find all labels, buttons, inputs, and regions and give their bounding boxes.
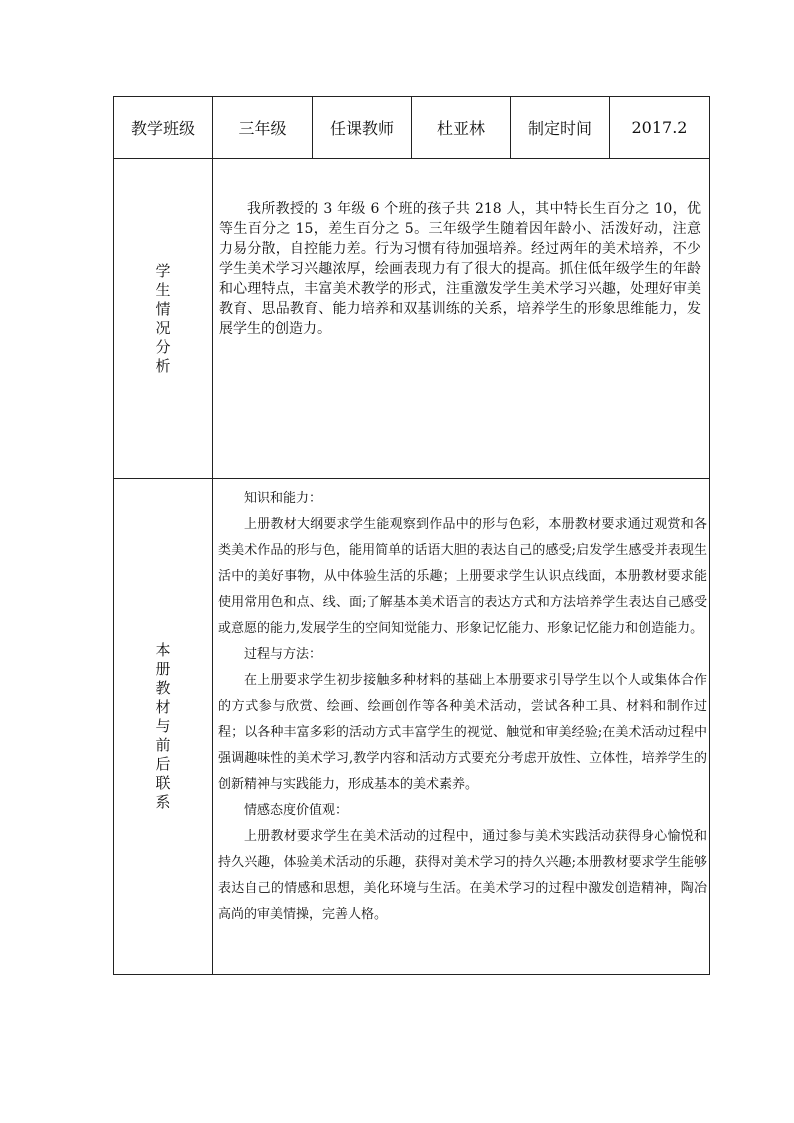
section-title-process: 过程与方法： xyxy=(244,647,323,662)
teaching-plan-table xyxy=(113,96,710,975)
section-body-knowledge: 上册教材大纲要求学生能观察到作品中的形与色彩，本册教材要求通过观赏和各类美术作品的形与色，能用简单的话语大胆的表达自己的感受;启发学生感受并表现生活中的美好事物，从中体验生活的乐趣；上册要求学生认识点线面，本册教材要求能使用常用色和点、线、面;了解基本美术语言的表达方式和方法培养学生表达自己感受或意愿的能力,发展学生的空间知觉能力、形象记忆能力、形象记忆能力和创造能力。 xyxy=(218,517,707,636)
students-label: 学生情况分析 xyxy=(155,261,171,375)
material-label-cell xyxy=(114,479,213,975)
class-value: 三年级 xyxy=(213,97,313,159)
section-title-emotion: 情感态度价值观： xyxy=(244,803,349,818)
date-label: 制定时间 xyxy=(511,97,610,159)
teacher-label: 任课教师 xyxy=(313,97,412,159)
material-content xyxy=(213,479,710,975)
date-value: 2017.2 xyxy=(610,97,710,159)
material-label: 本册教材与前后联系 xyxy=(155,641,171,811)
section-body-process: 在上册要求学生初步接触多种材料的基础上本册要求引导学生以个人或集体合作的方式参与欣赏、绘画、绘画创作等各种美术活动，尝试各种工具、材料和制作过程；以各种丰富多彩的活动方式丰富学生的视觉、触觉和审美经验;在美术活动过程中强调趣味性的美术学习,教学内容和活动方式要充分考虑开放性、立体性，培养学生的创新精神与实践能力，形成基本的美术素养。 xyxy=(218,673,707,792)
material-row xyxy=(114,479,710,975)
section-title-knowledge: 知识和能力： xyxy=(244,491,323,506)
class-label: 教学班级 xyxy=(114,97,213,159)
teacher-value: 杜亚林 xyxy=(412,97,511,159)
header-row xyxy=(114,97,710,159)
students-row xyxy=(114,159,710,479)
students-label-cell xyxy=(114,159,213,479)
section-body-emotion: 上册教材要求学生在美术活动的过程中，通过参与美术实践活动获得身心愉悦和持久兴趣，体验美术活动的乐趣，获得对美术学习的持久兴趣;本册教材要求学生能够表达自己的情感和思想，美化环境与生活。在美术学习的过程中激发创造精神，陶冶高尚的审美情操，完善人格。 xyxy=(218,829,707,922)
students-analysis-text: 我所教授的 3 年级 6 个班的孩子共 218 人，其中特长生百分之 10，优等生百分之 15，差生百分之 5。三年级学生随着因年龄小、活泼好动，注意力易分散，自控能力差。行为习惯有待加强培养。经过两年的美术培养，不少学生美术学习兴趣浓厚，绘画表现力有了很大的提高。抓住低年级学生的年龄和心理特点，丰富美术教学的形式，注重激发学生美术学习兴趣，处理好审美教育、思品教育、能力培养和双基训练的关系，培养学生的形象思维能力，发展学生的创造力。 xyxy=(213,159,710,479)
